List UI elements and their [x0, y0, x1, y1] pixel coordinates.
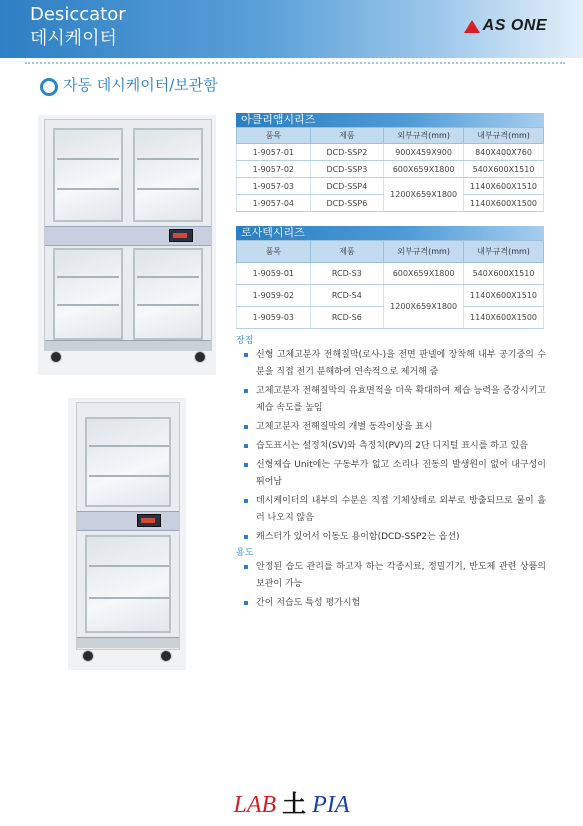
- circle-bullet-icon: [40, 78, 58, 96]
- item-number: 1-9059-03: [237, 307, 311, 329]
- features-list: [244, 347, 546, 548]
- header-divider: [25, 62, 565, 64]
- acrylic-series-title: 아클리앱시리즈: [236, 113, 544, 127]
- model-name: DCD-SSP3: [310, 161, 384, 178]
- footer-logo: [0, 790, 583, 820]
- feature-text: 신형 고체고분자 전해질막(로사-)을 전면 판넬에 장착해 내부 공기중의 수분을 직접 전기 분해하여 연속적으로 제거해 줌: [256, 350, 546, 377]
- model-name: DCD-SSP2: [310, 144, 384, 161]
- uses-label: 용도: [236, 548, 254, 558]
- inner-size: 1140X600X1500: [464, 307, 544, 329]
- feature-text: 고체고분자 전해질막의 유효면적을 더욱 확대하여 제습 능력을 증강시키고 제습 속도를 높임: [256, 386, 546, 413]
- outer-size: 900X459X900: [384, 144, 464, 161]
- header-title-en: Desiccator: [30, 4, 126, 25]
- table-row: [237, 263, 544, 285]
- item-number: 1-9057-01: [237, 144, 311, 161]
- product-photo-wide-cabinet: [38, 115, 216, 375]
- outer-size: 600X659X1800: [384, 161, 464, 178]
- table-header-row: [237, 128, 544, 144]
- square-bullet-icon: [244, 444, 248, 448]
- section-title: 자동 데시케이터/보관함: [63, 76, 218, 94]
- square-bullet-icon: [244, 565, 248, 569]
- outer-size: 1200X659X1800: [384, 285, 464, 329]
- feature-text: 데시케이터의 내부의 수분은 직접 기체상태로 외부로 방출되므로 물이 흘러 나오지 않음: [256, 496, 546, 523]
- model-name: RCD-S4: [310, 285, 384, 307]
- item-number: 1-9057-04: [237, 195, 311, 212]
- model-name: RCD-S3: [310, 263, 384, 285]
- inner-size: 1140X600X1510: [464, 178, 544, 195]
- feature-text: 캐스터가 있어서 이동도 용이함(DCD-SSP2는 옵션): [256, 532, 460, 542]
- features-label: 장점: [236, 336, 254, 346]
- list-item: [244, 559, 546, 593]
- uses-list: [244, 559, 546, 614]
- table-row: [237, 144, 544, 161]
- model-name: DCD-SSP4: [310, 178, 384, 195]
- use-text: 안정된 습도 관리를 하고자 하는 각종시료, 정밀기기, 반도체 관련 상품의 보관이 가능: [256, 562, 546, 589]
- rosatek-series-table: [236, 240, 544, 329]
- model-name: RCD-S6: [310, 307, 384, 329]
- table-row: [237, 161, 544, 178]
- outer-size: 1200X659X1800: [384, 178, 464, 212]
- item-number: 1-9057-02: [237, 161, 311, 178]
- model-name: DCD-SSP6: [310, 195, 384, 212]
- inner-size: 540X600X1510: [464, 263, 544, 285]
- inner-size: 840X400X760: [464, 144, 544, 161]
- inner-size: 1140X600X1510: [464, 285, 544, 307]
- footer-pia-text: PIA: [312, 792, 350, 818]
- triangle-logo-icon: [464, 20, 480, 33]
- table-row: [237, 178, 544, 195]
- square-bullet-icon: [244, 601, 248, 605]
- outer-size: 600X659X1800: [384, 263, 464, 285]
- inner-size: 540X600X1510: [464, 161, 544, 178]
- square-bullet-icon: [244, 389, 248, 393]
- list-item: [244, 457, 546, 491]
- column-header: 제품: [310, 128, 384, 144]
- column-header: 외부규격(mm): [384, 128, 464, 144]
- feature-text: 습도표시는 설정치(SV)와 측정치(PV)의 2단 디지털 표시를 하고 있음: [256, 441, 528, 451]
- column-header: 품목: [237, 241, 311, 263]
- use-text: 간이 저습도 특성 평가시험: [256, 598, 361, 608]
- square-bullet-icon: [244, 463, 248, 467]
- column-header: 외부규격(mm): [384, 241, 464, 263]
- item-number: 1-9059-01: [237, 263, 311, 285]
- column-header: 품목: [237, 128, 311, 144]
- brand-logo: [464, 17, 547, 35]
- page-header: [0, 0, 583, 58]
- table-row: [237, 285, 544, 307]
- column-header: 제품: [310, 241, 384, 263]
- square-bullet-icon: [244, 353, 248, 357]
- header-title-ko: 데시케이터: [30, 28, 117, 49]
- item-number: 1-9059-02: [237, 285, 311, 307]
- square-bullet-icon: [244, 499, 248, 503]
- footer-lab-text: LAB: [233, 792, 277, 818]
- footer-symbol: 土: [282, 792, 307, 818]
- brand-name: AS ONE: [482, 17, 547, 34]
- acrylic-series-table: [236, 127, 544, 212]
- feature-text: 신형제습 Unit에는 구동부가 없고 소리나 진동의 발생원이 없어 내구성이 뛰어남: [256, 460, 546, 487]
- item-number: 1-9057-03: [237, 178, 311, 195]
- list-item: [244, 438, 546, 455]
- product-photo-tall-cabinet: [68, 398, 186, 670]
- inner-size: 1140X600X1500: [464, 195, 544, 212]
- feature-text: 고체고분자 전해질막의 개별 동작이상을 표시: [256, 422, 433, 432]
- square-bullet-icon: [244, 425, 248, 429]
- list-item: [244, 383, 546, 417]
- list-item: [244, 493, 546, 527]
- rosatek-series-title: 로사텍시리즈: [236, 226, 544, 240]
- list-item: [244, 419, 546, 436]
- column-header: 내부규격(mm): [464, 241, 544, 263]
- square-bullet-icon: [244, 535, 248, 539]
- list-item: [244, 347, 546, 381]
- table-header-row: [237, 241, 544, 263]
- list-item: [244, 529, 546, 546]
- list-item: [244, 595, 546, 612]
- column-header: 내부규격(mm): [464, 128, 544, 144]
